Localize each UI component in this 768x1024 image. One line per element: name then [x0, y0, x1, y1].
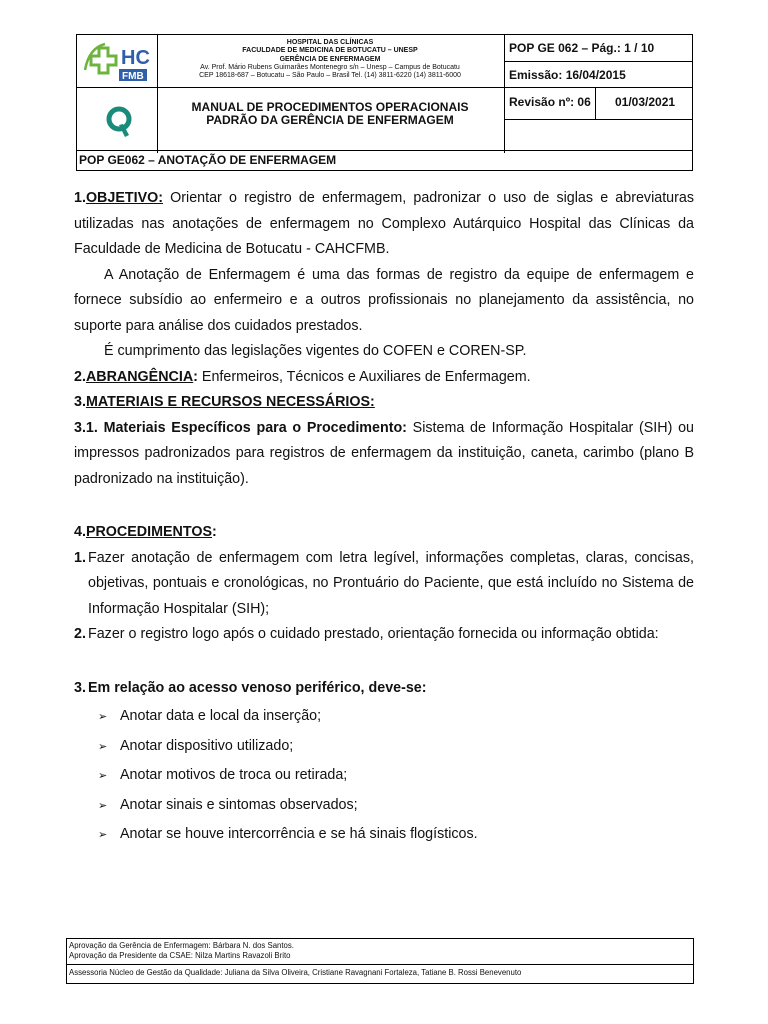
document-body	[74, 186, 694, 852]
arrow-bullet-icon: ➢	[98, 711, 108, 723]
item-number: 2.	[74, 626, 86, 642]
manual-subtitle-line: PADRÃO DA GERÊNCIA DE ENFERMAGEM	[206, 113, 454, 127]
header-divider	[595, 87, 596, 119]
section-heading: ABRANGÊNCIA	[85, 368, 194, 385]
institution-info	[167, 39, 493, 80]
spacer	[74, 648, 694, 676]
revision-number: Revisão nº: 06	[509, 95, 591, 109]
bullet-item	[74, 822, 694, 849]
section-procedures	[74, 520, 694, 546]
item-text: Fazer o registro logo após o cuidado prestado, orientação fornecida ou informação obtida:	[88, 626, 659, 642]
item-number: 3.	[74, 679, 86, 696]
section-colon: :	[211, 524, 217, 540]
bullet-item	[74, 734, 694, 761]
section-objective	[74, 186, 694, 263]
bullet-text: Anotar se houve intercorrência e se há sinais flogísticos.	[120, 826, 478, 842]
bullet-text: Anotar data e local da inserção;	[120, 708, 322, 724]
section-text: Enfermeiros, Técnicos e Auxiliares de Enfermagem.	[197, 368, 531, 385]
approval-line: Aprovação da Presidente da CSAE: Nilza Martins Ravazoli Brito	[69, 951, 291, 960]
item-number: 1.	[74, 549, 86, 566]
section-number: 4.	[74, 524, 86, 540]
procedure-item	[74, 622, 694, 648]
item-text: Fazer anotação de enfermagem com letra legível, informações completas, claras, concisas, objetivas, pontuais e cronológicas, no Prontuário do Paciente, que está incluído no Sistema de Informação Hospitalar (SIH);	[88, 549, 694, 617]
arrow-bullet-icon: ➢	[98, 740, 108, 753]
section-colon: :	[193, 368, 198, 385]
arrow-bullet-icon: ➢	[98, 829, 108, 841]
bullet-item	[74, 704, 694, 731]
section-materials	[74, 390, 694, 416]
header-divider	[77, 87, 504, 88]
address-line: CEP 18618-687 – Botucatu – São Paulo – Brasil Tel. (14) 3811-6220 (14) 3811-6000	[199, 72, 461, 80]
paragraph: É cumprimento das legislações vigentes do COFEN e COREN-SP.	[104, 343, 527, 359]
bullet-text: Anotar motivos de troca ou retirada;	[120, 767, 348, 783]
header-table	[76, 34, 693, 171]
emission-date: Emissão: 16/04/2015	[509, 68, 626, 82]
subsection-materials	[74, 416, 694, 493]
section-text: Orientar o registro de enfermagem, padronizar o uso de siglas e abreviaturas utilizadas nas anotações de enfermagem no Complexo Autárquico Hospital das Clínicas da Faculdade de Medicina de Botucatu - CAHCFMB.	[74, 190, 694, 257]
section-number: 2.	[74, 368, 86, 385]
manual-title-line: MANUAL DE PROCEDIMENTOS OPERACIONAIS	[191, 100, 469, 114]
section-number: 1.	[74, 190, 86, 206]
address-line: Av. Prof. Mário Rubens Guimarães Montenegro s/n – Unesp – Campus de Botucatu	[200, 63, 460, 71]
procedure-item	[74, 676, 694, 702]
header-divider	[77, 150, 692, 151]
arrow-bullet-icon: ➢	[98, 770, 108, 782]
logo-fmb-text: FMB	[122, 71, 144, 82]
header-divider	[157, 35, 158, 153]
institution-line: HOSPITAL DAS CLÍNICAS	[286, 39, 374, 46]
footer-advisory: Assessoria Núcleo de Gestão da Qualidade: Juliana da Silva Oliveira, Cristiane Ravagnani Fortaleza, Tatiane B. Rossi Benevenuto	[69, 968, 522, 977]
section-heading: OBJETIVO:	[85, 190, 163, 206]
hc-fmb-logo	[81, 40, 151, 86]
arrow-bullet-icon: ➢	[98, 799, 108, 812]
bullet-text: Anotar dispositivo utilizado;	[120, 737, 294, 754]
institution-line: FACULDADE DE MEDICINA DE BOTUCATU – UNESP	[242, 47, 418, 55]
subsection-label: 3.1. Materiais Específicos para o Procedimento:	[74, 419, 407, 436]
pop-page-number: POP GE 062 – Pág.: 1 / 10	[509, 41, 655, 55]
section-heading: PROCEDIMENTOS	[85, 524, 212, 540]
bullet-item	[74, 763, 694, 790]
subsection-text: Sistema de Informação Hospitalar (SIH) ou impressos padronizados para registros de enfermagem da instituição, caneta, carimbo (plano B padronizado na instituição).	[74, 419, 694, 487]
header-divider	[504, 35, 505, 153]
manual-title	[167, 101, 493, 127]
bullet-item	[74, 793, 694, 820]
header-divider	[504, 61, 692, 62]
section-scope	[74, 365, 694, 391]
item-heading: Em relação ao acesso venoso periférico, deve-se:	[88, 679, 427, 696]
spacer	[74, 492, 694, 520]
section-heading: MATERIAIS E RECURSOS NECESSÁRIOS:	[85, 394, 375, 410]
section-number: 3.	[74, 394, 86, 410]
approval-line: Aprovação da Gerência de Enfermagem: Bárbara N. dos Santos.	[69, 941, 294, 950]
header-divider	[504, 87, 692, 88]
bullet-text: Anotar sinais e sintomas observados;	[120, 796, 358, 813]
pop-title: POP GE062 – ANOTAÇÃO DE ENFERMAGEM	[79, 153, 337, 167]
footer-approvals	[67, 939, 693, 965]
paragraph: A Anotação de Enfermagem é uma das formas de registro da equipe de enfermagem e fornece subsídio ao enfermeiro e a outros profissionais no planejamento da assistência, no suporte para análise dos cuidados prestados.	[74, 266, 694, 334]
logo-hc-text: HC	[121, 47, 150, 69]
quality-q-logo	[105, 105, 133, 139]
procedure-item	[74, 546, 694, 623]
revision-date: 01/03/2021	[615, 95, 676, 109]
footer-table	[66, 938, 694, 984]
header-divider	[504, 119, 692, 120]
institution-line: GERÊNCIA DE ENFERMAGEM	[279, 55, 381, 63]
